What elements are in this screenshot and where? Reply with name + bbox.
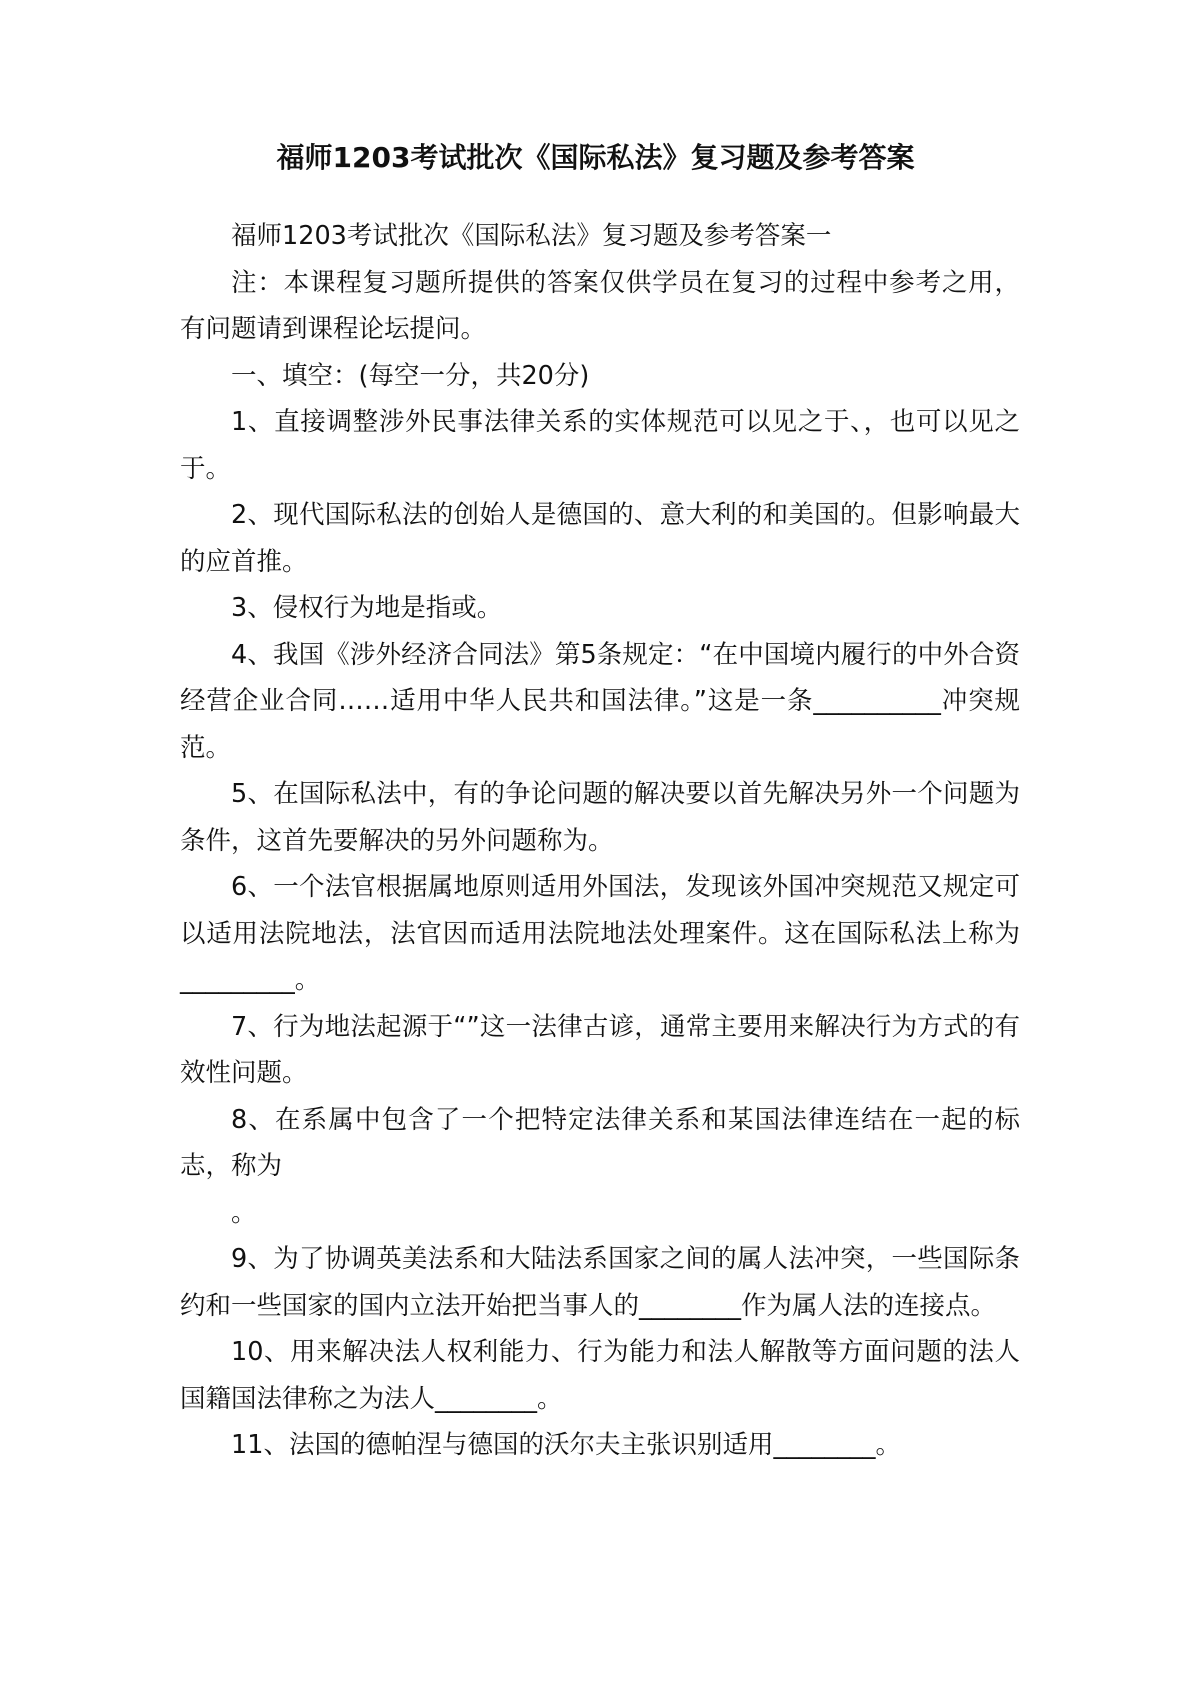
- question-6: 6、一个法官根据属地原则适用外国法，发现该外国冲突规范又规定可以适用法院地法，法官因而适用法院地法处理案件。这在国际私法上称为_________。: [180, 872, 1020, 995]
- document-title: 福师1203考试批次《国际私法》复习题及参考答案: [276, 141, 915, 174]
- section-heading-fill-blank: 一、填空：(每空一分，共20分): [231, 360, 590, 391]
- question-9: 9、为了协调英美法系和大陆法系国家之间的属人法冲突，一些国际条约和一些国家的国内立法开始把当事人的________作为属人法的连接点。: [180, 1244, 1020, 1321]
- question-5: 5、在国际私法中，有的争论问题的解决要以首先解决另外一个问题为条件，这首先要解决的另外问题称为。: [180, 779, 1020, 856]
- question-4: 4、我国《涉外经济合同法》第5条规定：“在中国境内履行的中外合资经营企业合同……适用中华人民共和国法律。”这是一条__________冲突规范。: [180, 639, 1020, 763]
- paragraph-note: 注：本课程复习题所提供的答案仅供学员在复习的过程中参考之用，有问题请到课程论坛提问。: [180, 267, 1020, 344]
- question-3: 3、侵权行为地是指或。: [231, 593, 503, 623]
- paragraph-heading: 福师1203考试批次《国际私法》复习题及参考答案一: [231, 221, 832, 251]
- question-8: 8、在系属中包含了一个把特定法律关系和某国法律连结在一起的标志，称为: [180, 1104, 1020, 1181]
- question-11: 11、法国的德帕涅与德国的沃尔夫主张识别适用________。: [231, 1430, 901, 1460]
- question-8-continuation: 。: [231, 1197, 257, 1228]
- question-10: 10、用来解决法人权利能力、行为能力和法人解散等方面问题的法人国籍国法律称之为法人________。: [180, 1337, 1020, 1414]
- question-2: 2、现代国际私法的创始人是德国的、意大利的和美国的。但影响最大的应首推。: [180, 500, 1020, 577]
- question-7: 7、行为地法起源于“”这一法律古谚，通常主要用来解决行为方式的有效性问题。: [180, 1011, 1020, 1088]
- question-1: 1、直接调整涉外民事法律关系的实体规范可以见之于、，也可以见之于。: [180, 407, 1020, 484]
- document-body: [180, 213, 1020, 1469]
